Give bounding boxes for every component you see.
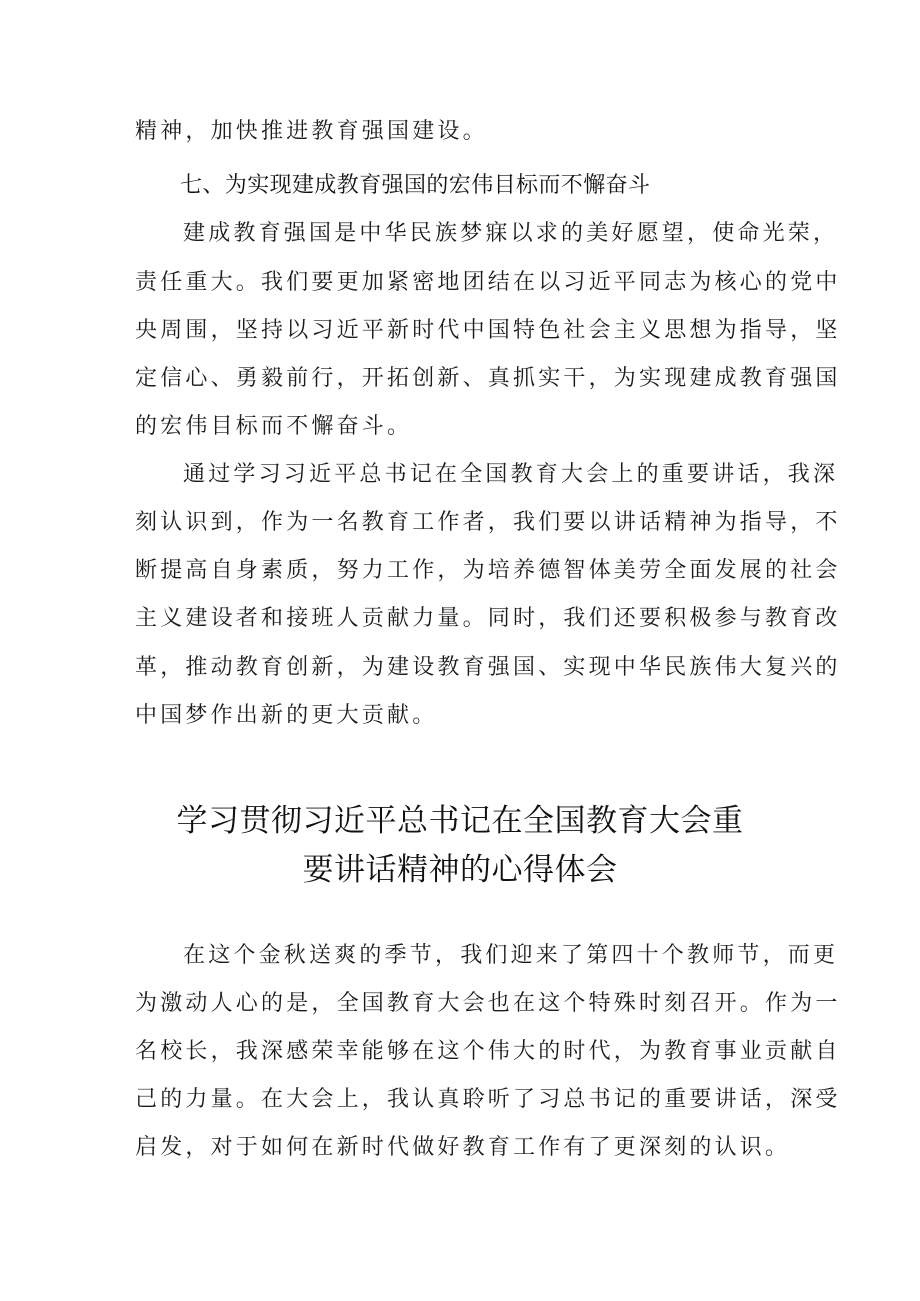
paragraph-line: 启发，对于如何在新时代做好教育工作有了更深刻的认识。 <box>135 1135 791 1160</box>
paragraph-line: 主义建设者和接班人贡献力量。同时，我们还要积极参与教育改 <box>135 606 841 631</box>
paragraph-line: 革，推动教育创新，为建设教育强国、实现中华民族伟大复兴的 <box>135 655 841 680</box>
paragraph-line: 央周围，坚持以习近平新时代中国特色社会主义思想为指导，坚 <box>135 318 841 343</box>
paragraph-line: 为激动人心的是，全国教育大会也在这个特殊时刻召开。作为一 <box>135 991 841 1016</box>
paragraph-line: 己的力量。在大会上，我认真聆听了习总书记的重要讲话，深受 <box>135 1087 841 1112</box>
paragraph-line: 的宏伟目标而不懈奋斗。 <box>135 414 413 439</box>
section-heading: 七、为实现建成教育强国的宏伟目标而不懈奋斗 <box>180 173 651 198</box>
paragraph-line: 定信心、勇毅前行，开拓创新、真抓实干，为实现建成教育强国 <box>135 366 841 391</box>
article-title-line: 要讲话精神的心得体会 <box>302 852 618 888</box>
paragraph-line: 在这个金秋送爽的季节，我们迎来了第四十个教师节，而更 <box>183 943 839 968</box>
paragraph-line: 断提高自身素质，努力工作，为培养德智体美劳全面发展的社会 <box>135 558 841 583</box>
article-title-line: 学习贯彻习近平总书记在全国教育大会重 <box>176 803 744 839</box>
paragraph-line: 中国梦作出新的更大贡献。 <box>135 703 438 728</box>
continuation-line: 精神，加快推进教育强国建设。 <box>135 119 488 144</box>
paragraph-line: 名校长，我深感荣幸能够在这个伟大的时代，为教育事业贡献自 <box>135 1039 841 1064</box>
paragraph-line: 建成教育强国是中华民族梦寐以求的美好愿望，使命光荣， <box>183 221 839 246</box>
paragraph-line: 刻认识到，作为一名教育工作者，我们要以讲话精神为指导，不 <box>135 510 841 535</box>
paragraph-line: 通过学习习近平总书记在全国教育大会上的重要讲话，我深 <box>183 462 839 487</box>
paragraph-line: 责任重大。我们要更加紧密地团结在以习近平同志为核心的党中 <box>135 270 841 295</box>
